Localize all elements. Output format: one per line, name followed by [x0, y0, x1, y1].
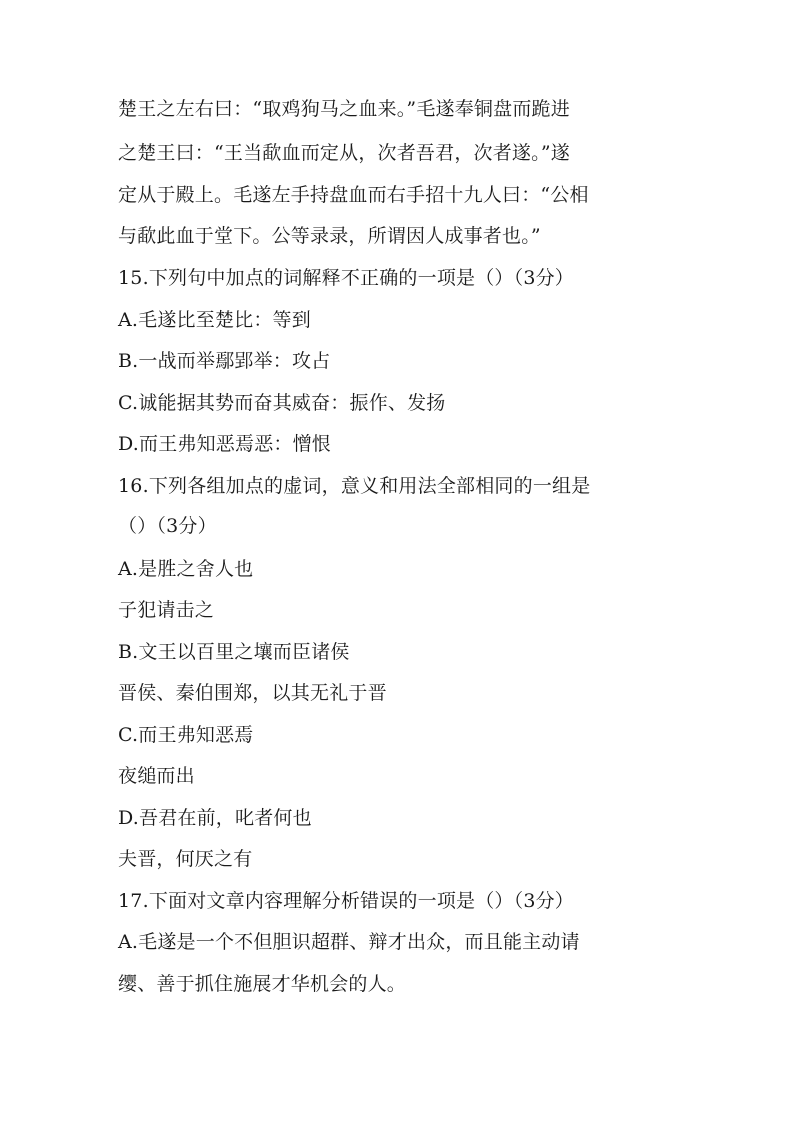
passage-line-3: 定从于殿上。毛遂左手持盘血而右手招十九人曰：“公相 — [118, 184, 589, 206]
question-16-stem: 16.下列各组加点的虚词，意义和用法全部相同的一组是 — [118, 475, 591, 497]
question-17-option-a-line-1: A.毛遂是一个不但胆识超群、辩才出众，而且能主动请 — [118, 931, 580, 953]
question-17-stem: 17.下面对文章内容理解分析错误的一项是（）（3分） — [118, 890, 575, 912]
passage-line-1: 楚王之左右曰：“取鸡狗马之血来。”毛遂奉铜盘而跪进 — [118, 98, 570, 120]
question-15-option-c: C.诚能据其势而奋其威奋：振作、发扬 — [118, 392, 446, 414]
passage-line-4: 与歃此血于堂下。公等录录，所谓因人成事者也。” — [118, 225, 541, 247]
question-16-option-c-line-1: C.而王弗知恶焉 — [118, 724, 254, 746]
question-15-option-d: D.而王弗知恶焉恶：憎恨 — [118, 433, 331, 455]
passage-line-2: 之楚王曰：“王当歃血而定从，次者吾君，次者遂。”遂 — [118, 142, 570, 164]
question-16-option-a-line-1: A.是胜之舍人也 — [118, 558, 254, 580]
question-16-option-d-line-2: 夫晋，何厌之有 — [118, 848, 253, 870]
question-16-option-b-line-2: 晋侯、秦伯围郑，以其无礼于晋 — [118, 682, 387, 704]
question-15-stem: 15.下列句中加点的词解释不正确的一项是（）（3分） — [118, 267, 575, 289]
question-17-option-a-line-2: 缨、善于抓住施展才华机会的人。 — [118, 973, 407, 995]
question-15-option-a: A.毛遂比至楚比：等到 — [118, 309, 311, 331]
question-15-option-b: B.一战而举鄢郢举：攻占 — [118, 350, 331, 372]
question-16-option-a-line-2: 子犯请击之 — [118, 599, 215, 621]
question-16-option-b-line-1: B.文王以百里之壤而臣诸侯 — [118, 641, 350, 663]
question-16-option-d-line-1: D.吾君在前，叱者何也 — [118, 807, 312, 829]
question-16-stem-continued: （）（3分） — [118, 515, 217, 537]
question-16-option-c-line-2: 夜缒而出 — [118, 765, 195, 787]
